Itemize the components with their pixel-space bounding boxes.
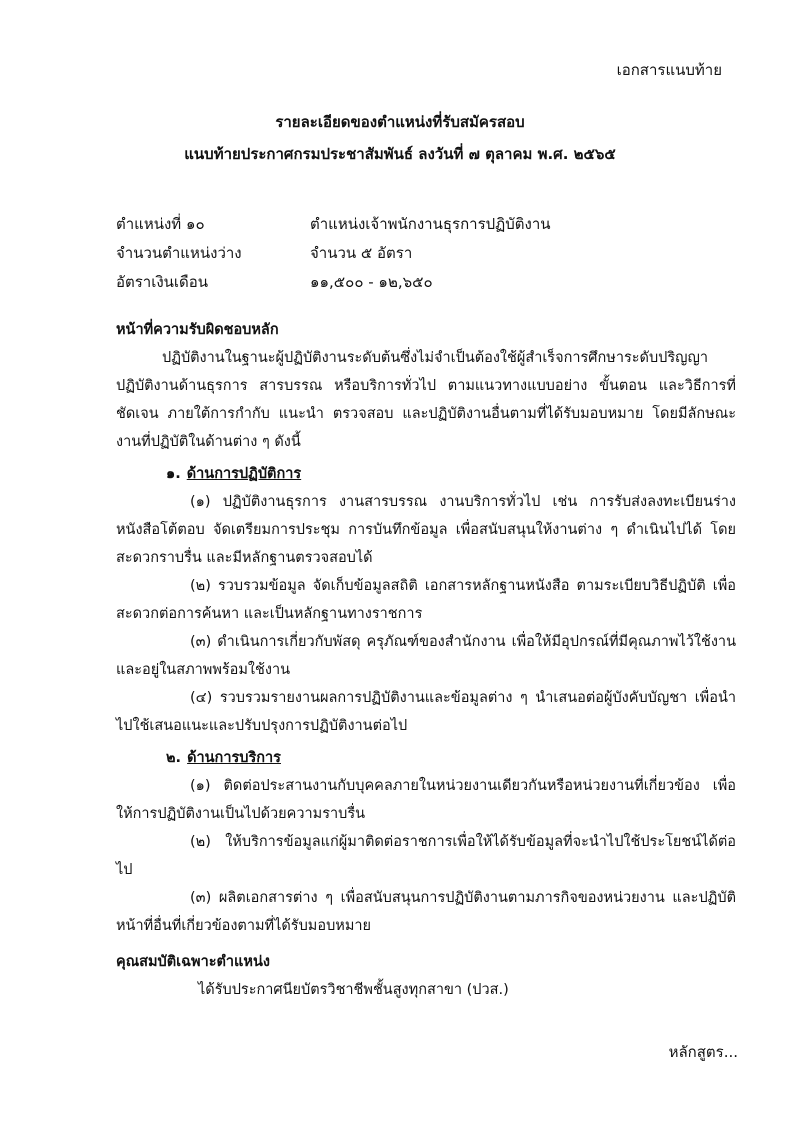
title-line-2: แนบท้ายประกาศกรมประชาสัมพันธ์ ลงวันที่ ๗ ตุลาคม พ.ศ. ๒๕๖๕ [184,145,616,163]
qualifications-heading: คุณสมบัติเฉพาะตำแหน่ง [116,954,270,970]
position-info-value: ตำแหน่งเจ้าพนักงานธุรการปฏิบัติงาน [310,215,551,233]
duties-intro: ปฏิบัติงานในฐานะผู้ปฏิบัติงานระดับต้นซึ่งไม่จำเป็นต้องใช้ผู้สำเร็จการศึกษาระดับปริญญา ปฏิบัติงานด้านธุรการ สารบรรณ หรือบริการทั่วไป ตามแนวทางแบบอย่าง ขั้นตอน และวิธีการที่ชัดเจน ภายใต้การกำกับ แนะนำ ตรวจสอบ และปฏิบัติงานอื่นตามที่ได้รับมอบหมาย โดยมีลักษณะงานที่ปฏิบัติในด้านต่าง ๆ ดังนี้ [116,350,736,450]
section-number: ๑. [166,466,181,482]
section-heading-services [166,744,736,772]
position-info-label: ตำแหน่งที่ ๑๐ [116,215,205,233]
document-title [0,106,800,170]
title-line-1: รายละเอียดของตำแหน่งที่รับสมัครสอบ [275,113,525,131]
section-title: ด้านการปฏิบัติการ [186,466,302,482]
qualifications-text: ได้รับประกาศนียบัตรวิชาชีพชั้นสูงทุกสาขา (ปวส.) [198,982,509,998]
continued-label: หลักสูตร... [668,1043,738,1061]
document-body [116,316,736,1004]
duty-item: (๒) รวบรวมข้อมูล จัดเก็บข้อมูลสถิติ เอกสารหลักฐานหนังสือ ตามระเบียบวิธีปฏิบัติ เพื่อสะดวกต่อการค้นหา และเป็นหลักฐานทางราชการ [116,578,736,622]
duty-item: (๓) ดำเนินการเกี่ยวกับพัสดุ ครุภัณฑ์ของสำนักงาน เพื่อให้มีอุปกรณ์ที่มีคุณภาพไว้ใช้งาน และอยู่ในสภาพพร้อมใช้งาน [116,634,736,678]
position-info-label: จำนวนตำแหน่งว่าง [116,244,242,262]
section-heading-operations [166,460,736,488]
duty-item: (๑) ติดต่อประสานงานกับบุคคลภายในหน่วยงานเดียวกันหรือหน่วยงานที่เกี่ยวข้อง เพื่อให้การปฏิบัติงานเป็นไปด้วยความราบรื่น [116,778,736,822]
annex-label: เอกสารแนบท้าย [616,61,722,79]
duty-item: (๑) ปฏิบัติงานธุรการ งานสารบรรณ งานบริการทั่วไป เช่น การรับส่งลงทะเบียนร่างหนังสือโต้ตอบ จัดเตรียมการประชุม การบันทึกข้อมูล เพื่อสนับสนุนให้งานต่าง ๆ ดำเนินไปได้ โดยสะดวกราบรื่น และมีหลักฐานตรวจสอบได้ [116,494,736,566]
duty-item: (๔) รวบรวมรายงานผลการปฏิบัติงานและข้อมูลต่าง ๆ นำเสนอต่อผู้บังคับบัญชา เพื่อนำไปใช้เสนอแนะและปรับปรุงการปฏิบัติงานต่อไป [116,690,736,734]
position-info-row [116,239,551,268]
duty-item: (๒) ให้บริการข้อมูลแก่ผู้มาติดต่อราชการเพื่อให้ได้รับข้อมูลที่จะนำไปใช้ประโยชน์ได้ต่อไป [116,834,736,878]
position-info-value: ๑๑,๕๐๐ - ๑๒,๖๕๐ [310,273,433,291]
position-info-value: จำนวน ๕ อัตรา [310,244,413,262]
section-number: ๒. [166,750,182,766]
duties-heading: หน้าที่ความรับผิดชอบหลัก [116,322,279,338]
position-info-row [116,210,551,239]
position-info-row [116,268,551,297]
position-info-label: อัตราเงินเดือน [116,273,209,291]
duty-item: (๓) ผลิตเอกสารต่าง ๆ เพื่อสนับสนุนการปฏิบัติงานตามภารกิจของหน่วยงาน และปฏิบัติหน้าที่อื่นที่เกี่ยวข้องตามที่ได้รับมอบหมาย [116,890,736,934]
section-title: ด้านการบริการ [187,750,281,766]
position-info-table [116,210,551,297]
